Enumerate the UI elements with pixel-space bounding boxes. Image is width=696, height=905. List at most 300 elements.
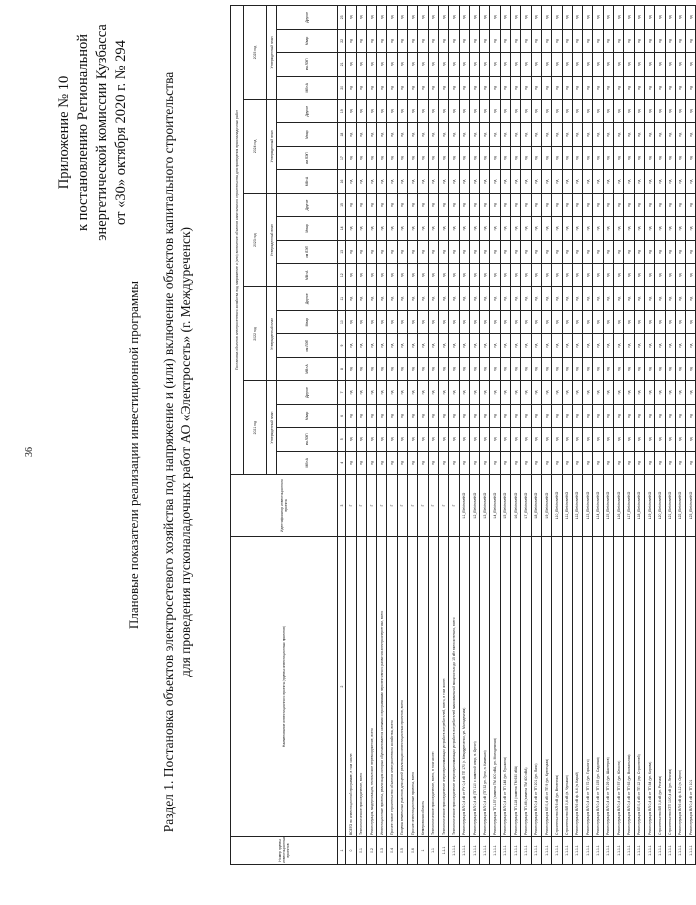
row-value: нд bbox=[665, 146, 675, 169]
row-value: нд bbox=[521, 428, 531, 451]
row-id: Г bbox=[366, 475, 376, 537]
row-value: нд bbox=[614, 193, 624, 216]
row-value: нд bbox=[624, 6, 634, 30]
column-number: 7 bbox=[338, 381, 346, 404]
row-value: нд bbox=[438, 451, 448, 474]
row-value: нд bbox=[377, 264, 387, 287]
row-value: нд bbox=[449, 381, 459, 404]
row-value: нд bbox=[346, 6, 356, 30]
row-value: нд bbox=[675, 240, 685, 263]
row-value: нд bbox=[665, 6, 675, 30]
row-value: нд bbox=[521, 217, 531, 240]
row-value: нд bbox=[572, 264, 582, 287]
row-value: нд bbox=[583, 381, 593, 404]
row-name: Строительство КЛ 6 кВ (ул. Весенняя) bbox=[552, 537, 562, 837]
table-row bbox=[418, 6, 428, 865]
row-value: нд bbox=[428, 100, 438, 123]
table-row bbox=[552, 6, 562, 865]
row-value: нд bbox=[686, 240, 696, 263]
row-value: нд bbox=[686, 170, 696, 193]
row-value: нд bbox=[531, 334, 541, 357]
row-value: нд bbox=[583, 146, 593, 169]
row-value: нд bbox=[614, 428, 624, 451]
row-value: нд bbox=[428, 334, 438, 357]
row-value: нд bbox=[397, 53, 407, 76]
column-number: 20 bbox=[338, 76, 346, 99]
row-value: нд bbox=[593, 404, 603, 427]
row-value: нд bbox=[377, 381, 387, 404]
row-value: нд bbox=[418, 428, 428, 451]
row-value: нд bbox=[397, 264, 407, 287]
row-number: 1.1.1.1 bbox=[531, 837, 541, 865]
row-number: 1.1.1.1 bbox=[449, 837, 459, 865]
row-value: нд bbox=[521, 123, 531, 146]
row-value: нд bbox=[418, 240, 428, 263]
row-value: нд bbox=[480, 357, 490, 380]
row-value: нд bbox=[511, 146, 521, 169]
table-row bbox=[500, 6, 510, 865]
row-value: нд bbox=[511, 123, 521, 146]
row-value: нд bbox=[675, 29, 685, 52]
row-value: нд bbox=[490, 29, 500, 52]
row-value: нд bbox=[449, 357, 459, 380]
row-number: 1.1.1.1 bbox=[675, 837, 685, 865]
header-unit: км ЛЭП bbox=[277, 428, 338, 451]
row-value: нд bbox=[644, 53, 654, 76]
row-value: нд bbox=[511, 404, 521, 427]
row-value: нд bbox=[552, 146, 562, 169]
row-value: нд bbox=[366, 29, 376, 52]
row-value: нд bbox=[593, 29, 603, 52]
row-value: нд bbox=[634, 53, 644, 76]
column-number: 5 bbox=[338, 428, 346, 451]
row-value: нд bbox=[624, 381, 634, 404]
row-value: нд bbox=[644, 264, 654, 287]
row-number: 1.1.1.1 bbox=[634, 837, 644, 865]
row-value: нд bbox=[552, 451, 562, 474]
row-value: нд bbox=[418, 287, 428, 310]
row-value: нд bbox=[593, 146, 603, 169]
header-unit: Мвар bbox=[277, 310, 338, 333]
row-value: нд bbox=[583, 451, 593, 474]
row-value: нд bbox=[655, 381, 665, 404]
column-number: 6 bbox=[338, 404, 346, 427]
row-value: нд bbox=[449, 193, 459, 216]
row-value: нд bbox=[644, 6, 654, 30]
row-value: нд bbox=[397, 193, 407, 216]
row-value: нд bbox=[531, 29, 541, 52]
row-value: нд bbox=[644, 381, 654, 404]
row-value: нд bbox=[552, 287, 562, 310]
row-name: Технологическое присоединение энергопринимающих устройств потребителей, всего, в том числе: bbox=[438, 537, 448, 837]
row-value: нд bbox=[521, 381, 531, 404]
row-value: нд bbox=[634, 146, 644, 169]
row-value: нд bbox=[387, 6, 397, 30]
row-name: Реконструкция ТП-46 (замена ТМ 400 кВА) bbox=[521, 537, 531, 837]
row-id: L16_ElektrosetKO bbox=[614, 475, 624, 537]
row-value: нд bbox=[356, 29, 366, 52]
row-value: нд bbox=[593, 193, 603, 216]
row-number: 1.1.1.1 bbox=[469, 837, 479, 865]
table-row bbox=[428, 6, 438, 865]
row-name: Покупка земельных участков для целей реализации инвестиционных проектов, всего bbox=[397, 537, 407, 837]
row-value: нд bbox=[686, 146, 696, 169]
row-value: нд bbox=[377, 53, 387, 76]
row-value: нд bbox=[614, 264, 624, 287]
row-value: нд bbox=[562, 193, 572, 216]
row-value: нд bbox=[480, 240, 490, 263]
row-id: L9_ElektrosetKO bbox=[541, 475, 551, 537]
row-value: нд bbox=[552, 170, 562, 193]
row-value: нд bbox=[686, 123, 696, 146]
row-value: нд bbox=[624, 217, 634, 240]
row-value: нд bbox=[562, 217, 572, 240]
row-value: нд bbox=[418, 193, 428, 216]
row-value: нд bbox=[438, 240, 448, 263]
row-value: нд bbox=[356, 381, 366, 404]
row-value: нд bbox=[366, 53, 376, 76]
row-value: нд bbox=[480, 170, 490, 193]
table-row bbox=[459, 6, 469, 865]
row-value: нд bbox=[541, 287, 551, 310]
row-id: Г bbox=[418, 475, 428, 537]
row-value: нд bbox=[469, 264, 479, 287]
row-value: нд bbox=[562, 428, 572, 451]
row-value: нд bbox=[655, 451, 665, 474]
row-value: нд bbox=[552, 310, 562, 333]
row-value: нд bbox=[614, 100, 624, 123]
row-value: нд bbox=[397, 217, 407, 240]
row-value: нд bbox=[634, 334, 644, 357]
row-value: нд bbox=[438, 357, 448, 380]
row-value: нд bbox=[408, 357, 418, 380]
row-value: нд bbox=[675, 310, 685, 333]
row-value: нд bbox=[644, 100, 654, 123]
header-unit: МВ×А bbox=[277, 76, 338, 99]
row-value: нд bbox=[387, 404, 397, 427]
row-value: нд bbox=[614, 310, 624, 333]
section-line-1: Раздел 1. Постановка объектов электросетевого хозяйства под напряжение и (или) включение объектов капитального строительства bbox=[161, 71, 176, 833]
row-id: L14_ElektrosetKO bbox=[593, 475, 603, 537]
row-value: нд bbox=[469, 76, 479, 99]
table-row bbox=[511, 6, 521, 865]
row-number: 1.1.1.1 bbox=[552, 837, 562, 865]
column-number: 4 bbox=[338, 451, 346, 474]
row-value: нд bbox=[387, 29, 397, 52]
table-row bbox=[603, 6, 613, 865]
table-row bbox=[572, 6, 582, 865]
row-value: нд bbox=[366, 287, 376, 310]
row-value: нд bbox=[541, 146, 551, 169]
row-value: нд bbox=[500, 100, 510, 123]
row-name: Реконструкция ВЛ 0,4 кВ от ТП 72 (ул. Горького) bbox=[583, 537, 593, 837]
row-value: нд bbox=[521, 76, 531, 99]
row-value: нд bbox=[634, 428, 644, 451]
row-value: нд bbox=[397, 100, 407, 123]
row-value: нд bbox=[356, 146, 366, 169]
row-value: нд bbox=[469, 381, 479, 404]
row-value: нд bbox=[366, 404, 376, 427]
row-value: нд bbox=[418, 146, 428, 169]
row-number: 1.1.1.1 bbox=[665, 837, 675, 865]
row-number: 0.2 bbox=[366, 837, 376, 865]
row-value: нд bbox=[346, 217, 356, 240]
row-id: L21_ElektrosetKO bbox=[665, 475, 675, 537]
row-value: нд bbox=[624, 334, 634, 357]
row-value: нд bbox=[634, 310, 644, 333]
row-value: нд bbox=[408, 6, 418, 30]
table-row bbox=[655, 6, 665, 865]
row-value: нд bbox=[459, 170, 469, 193]
row-name: Реконструкция ВЛ 0,4 кВ от ТП 101 bbox=[686, 537, 696, 837]
row-value: нд bbox=[356, 287, 366, 310]
row-value: нд bbox=[377, 310, 387, 333]
row-value: нд bbox=[418, 404, 428, 427]
row-value: нд bbox=[572, 100, 582, 123]
row-value: нд bbox=[438, 334, 448, 357]
row-value: нд bbox=[603, 193, 613, 216]
row-value: нд bbox=[593, 217, 603, 240]
row-id: L6_ElektrosetKO bbox=[511, 475, 521, 537]
row-name: Реконструкция ВЛ 0,4 кВ (ТП 32 ул. Гули, п. Камешки) bbox=[480, 537, 490, 837]
row-value: нд bbox=[387, 381, 397, 404]
row-value: нд bbox=[377, 170, 387, 193]
row-value: нд bbox=[500, 310, 510, 333]
row-value: нд bbox=[428, 428, 438, 451]
row-value: нд bbox=[356, 76, 366, 99]
row-value: нд bbox=[593, 428, 603, 451]
row-value: нд bbox=[603, 76, 613, 99]
row-value: нд bbox=[356, 310, 366, 333]
row-value: нд bbox=[593, 381, 603, 404]
row-value: нд bbox=[418, 123, 428, 146]
row-value: нд bbox=[614, 404, 624, 427]
row-value: нд bbox=[665, 357, 675, 380]
row-value: нд bbox=[459, 100, 469, 123]
row-id: Г bbox=[449, 475, 459, 537]
row-number: 1.1.1.1 bbox=[644, 837, 654, 865]
table-row bbox=[583, 6, 593, 865]
row-value: нд bbox=[562, 170, 572, 193]
row-value: нд bbox=[624, 310, 634, 333]
row-value: нд bbox=[541, 381, 551, 404]
row-value: нд bbox=[541, 264, 551, 287]
row-value: нд bbox=[366, 381, 376, 404]
row-name: Реконструкция ВЛ 0,4 кВ от ТП 57 (ул. Юности) bbox=[614, 537, 624, 837]
header-project-id: Идентификатор инвестиционного проекта bbox=[231, 475, 338, 537]
row-value: нд bbox=[408, 146, 418, 169]
row-value: нд bbox=[634, 29, 644, 52]
row-id: L18_ElektrosetKO bbox=[634, 475, 644, 537]
row-value: нд bbox=[665, 53, 675, 76]
row-value: нд bbox=[521, 100, 531, 123]
row-value: нд bbox=[634, 6, 644, 30]
header-year-2023: 2023 год bbox=[244, 193, 267, 287]
row-value: нд bbox=[552, 193, 562, 216]
table-row bbox=[624, 6, 634, 865]
row-value: нд bbox=[459, 334, 469, 357]
row-value: нд bbox=[346, 451, 356, 474]
row-value: нд bbox=[583, 100, 593, 123]
row-value: нд bbox=[644, 334, 654, 357]
row-value: нд bbox=[418, 29, 428, 52]
row-value: нд bbox=[593, 264, 603, 287]
row-value: нд bbox=[541, 53, 551, 76]
row-value: нд bbox=[644, 146, 654, 169]
row-value: нд bbox=[418, 170, 428, 193]
row-value: нд bbox=[449, 451, 459, 474]
row-value: нд bbox=[500, 451, 510, 474]
row-value: нд bbox=[675, 451, 685, 474]
appendix-block bbox=[55, 15, 131, 250]
row-value: нд bbox=[634, 451, 644, 474]
row-value: нд bbox=[511, 264, 521, 287]
row-value: нд bbox=[428, 123, 438, 146]
row-id: L12_ElektrosetKO bbox=[572, 475, 582, 537]
row-value: нд bbox=[346, 428, 356, 451]
row-value: нд bbox=[346, 100, 356, 123]
row-value: нд bbox=[686, 451, 696, 474]
row-value: нд bbox=[552, 76, 562, 99]
row-value: нд bbox=[583, 428, 593, 451]
row-value: нд bbox=[469, 334, 479, 357]
row-value: нд bbox=[500, 193, 510, 216]
row-id: L4_ElektrosetKO bbox=[490, 475, 500, 537]
row-value: нд bbox=[397, 29, 407, 52]
row-value: нд bbox=[438, 100, 448, 123]
row-name: Реконструкция ВЛ 0,4 кВ от ТП 148 (ул. Пушкина) bbox=[500, 537, 510, 837]
row-value: нд bbox=[665, 428, 675, 451]
table-row bbox=[346, 6, 356, 865]
row-value: нд bbox=[531, 310, 541, 333]
row-value: нд bbox=[469, 29, 479, 52]
row-value: нд bbox=[675, 217, 685, 240]
row-name: Прочее новое строительство объектов электросетевого хозяйства, всего bbox=[387, 537, 397, 837]
row-id: L15_ElektrosetKO bbox=[603, 475, 613, 537]
row-id: Г bbox=[346, 475, 356, 537]
table-row bbox=[634, 6, 644, 865]
row-value: нд bbox=[686, 404, 696, 427]
row-value: нд bbox=[469, 310, 479, 333]
column-number: 12 bbox=[338, 264, 346, 287]
row-value: нд bbox=[686, 6, 696, 30]
row-value: нд bbox=[346, 310, 356, 333]
row-value: нд bbox=[459, 381, 469, 404]
row-number: 1.1.1 bbox=[438, 837, 448, 865]
row-value: нд bbox=[377, 123, 387, 146]
row-value: нд bbox=[572, 404, 582, 427]
row-value: нд bbox=[634, 240, 644, 263]
row-value: нд bbox=[469, 287, 479, 310]
row-value: нд bbox=[418, 100, 428, 123]
header-unit: Другое bbox=[277, 287, 338, 310]
row-value: нд bbox=[583, 193, 593, 216]
row-value: нд bbox=[438, 53, 448, 76]
row-value: нд bbox=[428, 6, 438, 30]
row-value: нд bbox=[377, 193, 387, 216]
row-value: нд bbox=[552, 428, 562, 451]
row-value: нд bbox=[675, 381, 685, 404]
row-value: нд bbox=[675, 76, 685, 99]
row-value: нд bbox=[572, 451, 582, 474]
row-value: нд bbox=[583, 217, 593, 240]
table-row bbox=[593, 6, 603, 865]
row-value: нд bbox=[469, 193, 479, 216]
row-value: нд bbox=[572, 357, 582, 380]
row-value: нд bbox=[428, 29, 438, 52]
row-value: нд bbox=[593, 357, 603, 380]
row-value: нд bbox=[614, 76, 624, 99]
row-value: нд bbox=[593, 53, 603, 76]
row-value: нд bbox=[593, 76, 603, 99]
row-value: нд bbox=[397, 310, 407, 333]
row-value: нд bbox=[531, 428, 541, 451]
row-value: нд bbox=[449, 100, 459, 123]
row-value: нд bbox=[366, 451, 376, 474]
row-value: нд bbox=[490, 6, 500, 30]
row-value: нд bbox=[459, 357, 469, 380]
row-value: нд bbox=[634, 287, 644, 310]
row-value: нд bbox=[511, 217, 521, 240]
row-value: нд bbox=[593, 240, 603, 263]
row-value: нд bbox=[686, 381, 696, 404]
row-value: нд bbox=[665, 76, 675, 99]
row-value: нд bbox=[500, 404, 510, 427]
row-value: нд bbox=[541, 100, 551, 123]
row-value: нд bbox=[675, 123, 685, 146]
row-number: 1.1.1.1 bbox=[655, 837, 665, 865]
row-value: нд bbox=[521, 146, 531, 169]
row-value: нд bbox=[438, 264, 448, 287]
row-value: нд bbox=[583, 240, 593, 263]
row-value: нд bbox=[490, 428, 500, 451]
row-value: нд bbox=[480, 53, 490, 76]
row-value: нд bbox=[614, 217, 624, 240]
row-value: нд bbox=[428, 193, 438, 216]
row-value: нд bbox=[387, 357, 397, 380]
row-value: нд bbox=[521, 287, 531, 310]
row-value: нд bbox=[552, 217, 562, 240]
row-value: нд bbox=[428, 170, 438, 193]
row-value: нд bbox=[686, 193, 696, 216]
row-value: нд bbox=[511, 6, 521, 30]
row-value: нд bbox=[562, 100, 572, 123]
row-value: нд bbox=[593, 451, 603, 474]
row-name: Прочие инвестиционные проекты, всего bbox=[408, 537, 418, 837]
row-value: нд bbox=[490, 193, 500, 216]
column-number: 18 bbox=[338, 123, 346, 146]
row-value: нд bbox=[397, 404, 407, 427]
row-value: нд bbox=[356, 100, 366, 123]
row-value: нд bbox=[531, 123, 541, 146]
row-number: 1.1.1.1 bbox=[459, 837, 469, 865]
column-number: 11 bbox=[338, 287, 346, 310]
header-unit: Мвар bbox=[277, 123, 338, 146]
row-id: L23_ElektrosetKO bbox=[686, 475, 696, 537]
row-value: нд bbox=[480, 76, 490, 99]
row-name: Реконструкция ТП-157 (замена ТМ 400 кВА, ул. Молодежная) bbox=[490, 537, 500, 837]
row-value: нд bbox=[459, 6, 469, 30]
row-value: нд bbox=[469, 357, 479, 380]
row-value: нд bbox=[469, 217, 479, 240]
row-value: нд bbox=[418, 53, 428, 76]
row-value: нд bbox=[634, 357, 644, 380]
row-value: нд bbox=[387, 428, 397, 451]
row-value: нд bbox=[500, 334, 510, 357]
table-row bbox=[449, 6, 459, 865]
header-unit: Другое bbox=[277, 100, 338, 123]
row-value: нд bbox=[562, 451, 572, 474]
